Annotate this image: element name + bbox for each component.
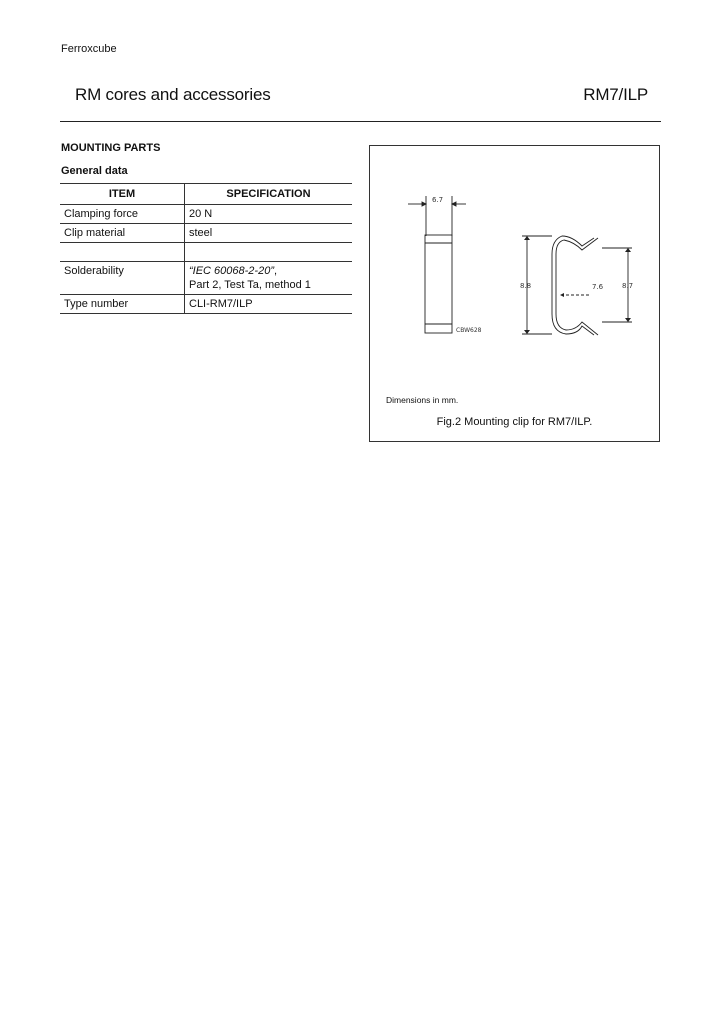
arrowhead — [625, 318, 631, 322]
dim-label-inner: 7.6 — [592, 283, 604, 291]
clip-side-view — [425, 235, 452, 333]
figure-box — [369, 145, 660, 442]
row-item-cell: Type number — [60, 295, 185, 314]
arrowhead — [625, 248, 631, 252]
dim-label-left: 8.8 — [520, 282, 532, 290]
row-spec-cell: steel — [185, 224, 353, 243]
subsection-heading: General data — [61, 165, 128, 177]
arrowhead — [524, 236, 530, 240]
table-header-row — [60, 184, 352, 205]
table-row — [60, 243, 352, 262]
document-title: RM cores and accessories — [75, 85, 271, 104]
row-item-cell: Solderability — [60, 262, 185, 295]
row-item-cell: Clamping force — [60, 205, 185, 224]
dim-label-top: 6.7 — [432, 196, 444, 204]
row-spec-cell: CLI-RM7/ILP — [185, 295, 353, 314]
dim-arrowhead-left — [422, 202, 426, 206]
arrowhead — [524, 330, 530, 334]
dimensions-note: Dimensions in mm. — [386, 395, 459, 405]
table-row — [60, 205, 352, 224]
table-row — [60, 295, 352, 314]
spec-test-method: Part 2, Test Ta, method 1 — [189, 279, 311, 291]
dim-label-right: 8.7 — [622, 282, 634, 290]
general-data-table — [60, 183, 352, 314]
arrowhead — [560, 293, 564, 297]
row-item-cell: Clip material — [60, 224, 185, 243]
table-row — [60, 262, 352, 295]
header-rule — [60, 121, 661, 122]
section-heading: MOUNTING PARTS — [61, 142, 161, 154]
part-number: RM7/ILP — [583, 85, 648, 104]
row-spec-cell: 20 N — [185, 205, 353, 224]
figure-caption: Fig.2 Mounting clip for RM7/ILP. — [436, 416, 593, 428]
row-spec-cell — [185, 243, 353, 262]
row-item-cell — [60, 243, 185, 262]
row-spec-cell — [185, 262, 353, 295]
column-header-item: ITEM — [60, 184, 185, 205]
table-row — [60, 224, 352, 243]
company-name: Ferroxcube — [61, 43, 117, 55]
dim-arrowhead-right — [452, 202, 456, 206]
spec-standard-reference: “IEC 60068-2-20”, — [189, 265, 278, 277]
figure-code: CBW628 — [456, 327, 482, 334]
column-header-specification: SPECIFICATION — [185, 184, 353, 205]
